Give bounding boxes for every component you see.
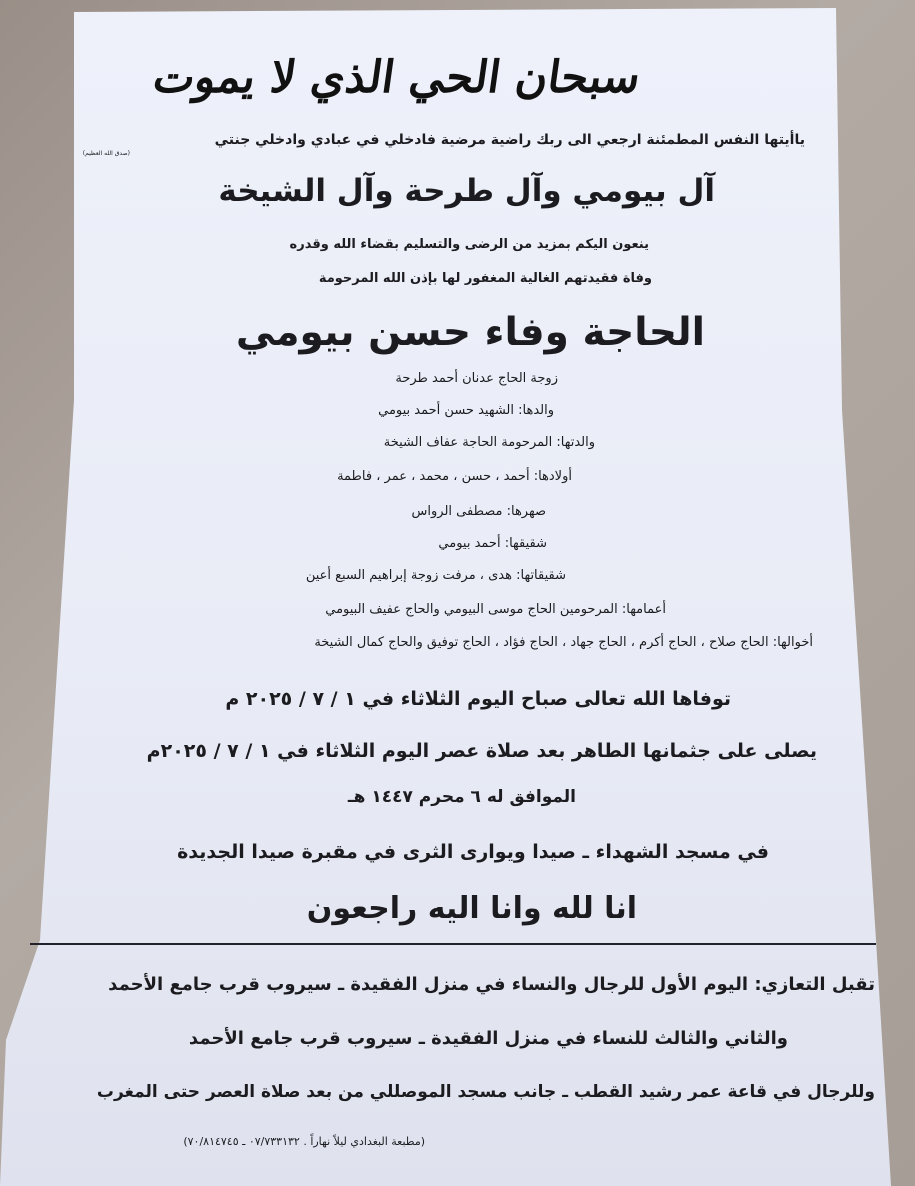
relative-line: شقيقها: أحمد بيومي — [438, 536, 547, 551]
prayer-time: يصلى على جثمانها الطاهر بعد صلاة عصر اليوم الثلاثاء في ١ / ٧ / ٢٠٢٥م — [146, 740, 817, 762]
family-names: آل بيومي وآل طرحة وآل الشيخة — [218, 173, 715, 209]
death-date: توفاها الله تعالى صباح اليوم الثلاثاء في ١ / ٧ / ٢٠٢٥ م — [225, 688, 731, 710]
printer-info: (مطبعة البغدادي ليلاً نهاراً . ٠٧/٧٣٣١٣٢ ـ ٧٠/٨١٤٧٤٥) — [183, 1135, 425, 1148]
relative-line: والدها: الشهيد حسن أحمد بيومي — [378, 403, 554, 418]
calligraphy-heading: سبحان الحي الذي لا يموت — [150, 52, 644, 103]
intro-line-1: ينعون اليكم بمزيد من الرضى والتسليم بقضاء الله وقدره — [289, 237, 649, 252]
condolences-line-1: تقبل التعازي: اليوم الأول للرجال والنساء في منزل الفقيدة ـ سيروب قرب جامع الأحمد — [108, 974, 875, 995]
relative-line: أعمامها: المرحومين الحاج موسى البيومي والحاج عفيف البيومي — [325, 602, 666, 617]
deceased-name: الحاجة وفاء حسن بيومي — [235, 310, 705, 355]
intro-line-2: وفاة فقيدتهم الغالية المغفور لها بإذن الله المرحومة — [318, 271, 652, 286]
quran-verse: ياأيتها النفس المطمئنة ارجعي الى ربك راضية مرضية فادخلي في عبادي وادخلي جنتي — [214, 132, 805, 148]
verse-source: (صدق الله العظيم) — [82, 150, 130, 157]
condolences-line-3: وللرجال في قاعة عمر رشيد القطب ـ جانب مسجد الموصللي من بعد صلاة العصر حتى المغرب — [96, 1082, 875, 1102]
relative-line: أولادها: أحمد ، حسن ، محمد ، عمر ، فاطمة — [337, 469, 572, 484]
hijri-date: الموافق له ٦ محرم ١٤٤٧ هـ — [347, 787, 576, 807]
relative-line: زوجة الحاج عدنان أحمد طرحة — [395, 371, 558, 386]
closing-verse: انا لله وانا اليه راجعون — [306, 891, 637, 926]
burial-location: في مسجد الشهداء ـ صيدا ويوارى الثرى في مقبرة صيدا الجديدة — [177, 841, 769, 863]
relative-line: شقيقاتها: هدى ، مرفت زوجة إبراهيم السبع أعين — [305, 568, 566, 583]
relative-line: أخوالها: الحاج صلاح ، الحاج أكرم ، الحاج جهاد ، الحاج فؤاد ، الحاج توفيق والحاج كمال الشيخة — [314, 635, 813, 650]
condolences-line-2: والثاني والثالث للنساء في منزل الفقيدة ـ سيروب قرب جامع الأحمد — [188, 1028, 788, 1049]
divider-line — [30, 943, 876, 945]
relative-line: والدتها: المرحومة الحاجة عفاف الشيخة — [383, 435, 595, 450]
relative-line: صهرها: مصطفى الرواس — [411, 504, 546, 519]
